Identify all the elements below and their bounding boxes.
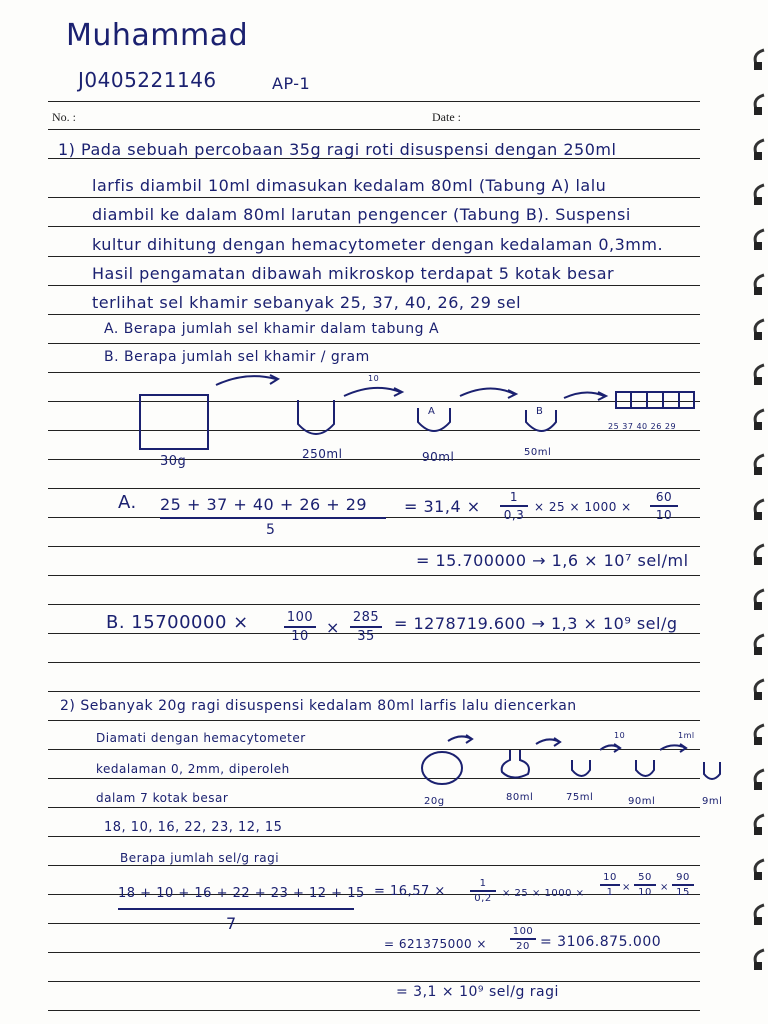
- fraction-numerator: 285: [352, 610, 380, 625]
- p1-line-1: 1) Pada sebuah percobaan 35g ragi roti disuspensi dengan 250ml: [58, 140, 617, 159]
- fraction-numerator: 1: [509, 490, 519, 504]
- p2-fraction-1: [470, 878, 496, 904]
- p1-line-5: Hasil pengamatan dibawah mikroskop terdapat 5 kotak besar: [92, 264, 615, 283]
- p2-final-result: = 3,1 × 10⁹ sel/g ragi: [396, 984, 559, 1000]
- tube-9ml-icon: [704, 762, 720, 779]
- answer-a-fraction-2: [650, 490, 678, 522]
- grid-values-label: 25 37 40 26 29: [608, 422, 677, 431]
- fraction-bar: [600, 884, 620, 886]
- p2-times-1: ×: [622, 882, 631, 893]
- fraction-denominator: 0,2: [474, 893, 492, 904]
- label-90ml-2: 90ml: [628, 796, 656, 807]
- fraction-bar: [500, 505, 528, 507]
- label-9ml: 9ml: [702, 796, 723, 807]
- fraction-numerator: 50: [638, 872, 652, 883]
- p2-numerator: 18 + 10 + 16 + 22 + 23 + 12 + 15: [118, 886, 365, 901]
- answer-b-times: ×: [326, 618, 340, 637]
- p1-question-b: B. Berapa jumlah sel khamir / gram: [104, 349, 370, 365]
- p2-mult: × 25 × 1000 ×: [502, 888, 585, 899]
- fraction-denominator: 0,3: [503, 508, 525, 522]
- fraction-denominator: 10: [291, 629, 309, 644]
- p2-line-5: 18, 10, 16, 22, 23, 12, 15: [104, 820, 283, 835]
- p2-line-6: Berapa jumlah sel/g ragi: [120, 851, 280, 865]
- label-30g: 30g: [160, 454, 187, 469]
- fraction-bar: [672, 884, 694, 886]
- answer-b-lead: B. 15700000 ×: [106, 612, 249, 633]
- student-name: Muhammad: [66, 18, 249, 53]
- fraction-bar: [510, 938, 536, 940]
- fraction-numerator: 100: [286, 610, 314, 625]
- answer-a-fraction-1: [500, 490, 528, 522]
- fraction-bar: [634, 884, 656, 886]
- p1-arrow-label: 10: [368, 374, 380, 383]
- p2-denominator: 7: [226, 914, 237, 933]
- counting-grid-icon: [616, 392, 694, 408]
- answer-a-denominator: 5: [266, 522, 276, 538]
- fraction-numerator: 100: [512, 926, 534, 937]
- student-id: J0405221146: [78, 68, 217, 92]
- flask-80ml-icon: [502, 750, 529, 778]
- p1-line-2: larfis diambil 10ml dimasukan kedalam 80ml (Tabung A) lalu: [92, 176, 607, 195]
- p2-line2-lead: = 621375000 ×: [384, 937, 487, 951]
- answer-b-fraction-2: [350, 610, 382, 644]
- fraction-numerator: 1: [479, 878, 487, 889]
- tube-b-label: B: [536, 406, 544, 417]
- p2-times-2: ×: [660, 882, 669, 893]
- date-label: Date :: [432, 110, 461, 124]
- fraction-denominator: 20: [516, 941, 530, 952]
- p2-line-4: dalam 7 kotak besar: [96, 791, 229, 805]
- p2-line-3: kedalaman 0, 2mm, diperoleh: [96, 762, 290, 776]
- p2-line2-fraction: [510, 926, 536, 952]
- p2-fraction-4: [672, 872, 694, 898]
- fraction-denominator: 10: [638, 887, 652, 898]
- fraction-bar: [350, 626, 382, 628]
- p2-line-1: 2) Sebanyak 20g ragi disuspensi kedalam 80ml larfis lalu diencerkan: [60, 698, 577, 714]
- tube-90ml-icon: [636, 760, 654, 776]
- answer-a-mult: × 25 × 1000 ×: [534, 500, 632, 514]
- answer-a-numerator: 25 + 37 + 40 + 26 + 29: [160, 495, 368, 514]
- label-90ml: 90ml: [422, 450, 455, 464]
- tube-a-label: A: [428, 406, 436, 417]
- fraction-bar: [470, 890, 496, 892]
- answer-b-result: = 1278719.600 → 1,3 × 10⁹ sel/g: [394, 614, 678, 633]
- p1-question-a: A. Berapa jumlah sel khamir dalam tabung A: [104, 321, 440, 337]
- tube-250-icon: [298, 400, 334, 434]
- fraction-denominator: 15: [676, 887, 690, 898]
- p2-line-2: Diamati dengan hemacytometer: [96, 731, 306, 745]
- answer-b-fraction-1: [284, 610, 316, 644]
- answer-a-result: = 15.700000 → 1,6 × 10⁷ sel/ml: [416, 551, 689, 570]
- p2-arrow-label-1: 10: [614, 731, 626, 740]
- p2-fraction-3: [634, 872, 656, 898]
- label-50ml: 50ml: [524, 447, 552, 458]
- label-250ml: 250ml: [302, 447, 343, 461]
- fraction-numerator: 60: [655, 490, 673, 504]
- no-label: No. :: [52, 110, 76, 124]
- beaker-box-icon: [140, 395, 208, 449]
- label-20g: 20g: [424, 796, 445, 807]
- fraction-denominator: 10: [655, 508, 673, 522]
- p2-arrow-label-2: 1ml: [678, 731, 695, 740]
- label-80ml: 80ml: [506, 792, 534, 803]
- fraction-denominator: 1: [606, 887, 614, 898]
- fraction-denominator: 35: [357, 629, 375, 644]
- p1-line-4: kultur dihitung dengan hemacytometer dengan kedalaman 0,3mm.: [92, 235, 664, 254]
- p1-line-3: diambil ke dalam 80ml larutan pengencer (Tabung B). Suspensi: [92, 205, 631, 224]
- label-75ml: 75ml: [566, 792, 594, 803]
- class-code: AP-1: [272, 74, 311, 93]
- p1-line-6: terlihat sel khamir sebanyak 25, 37, 40, 26, 29 sel: [92, 293, 522, 312]
- fraction-numerator: 90: [676, 872, 690, 883]
- fraction-bar: [650, 505, 678, 507]
- answer-a-eq1: = 31,4 ×: [404, 497, 481, 516]
- p2-fraction-2: [600, 872, 620, 898]
- tube-75ml-icon: [572, 760, 590, 776]
- flask-20g-icon: [422, 752, 462, 784]
- p2-line2-result: = 3106.875.000: [540, 934, 662, 950]
- fraction-bar: [284, 626, 316, 628]
- fraction-numerator: 10: [603, 872, 617, 883]
- answer-a-label: A.: [118, 492, 137, 513]
- p2-eq1: = 16,57 ×: [374, 884, 446, 899]
